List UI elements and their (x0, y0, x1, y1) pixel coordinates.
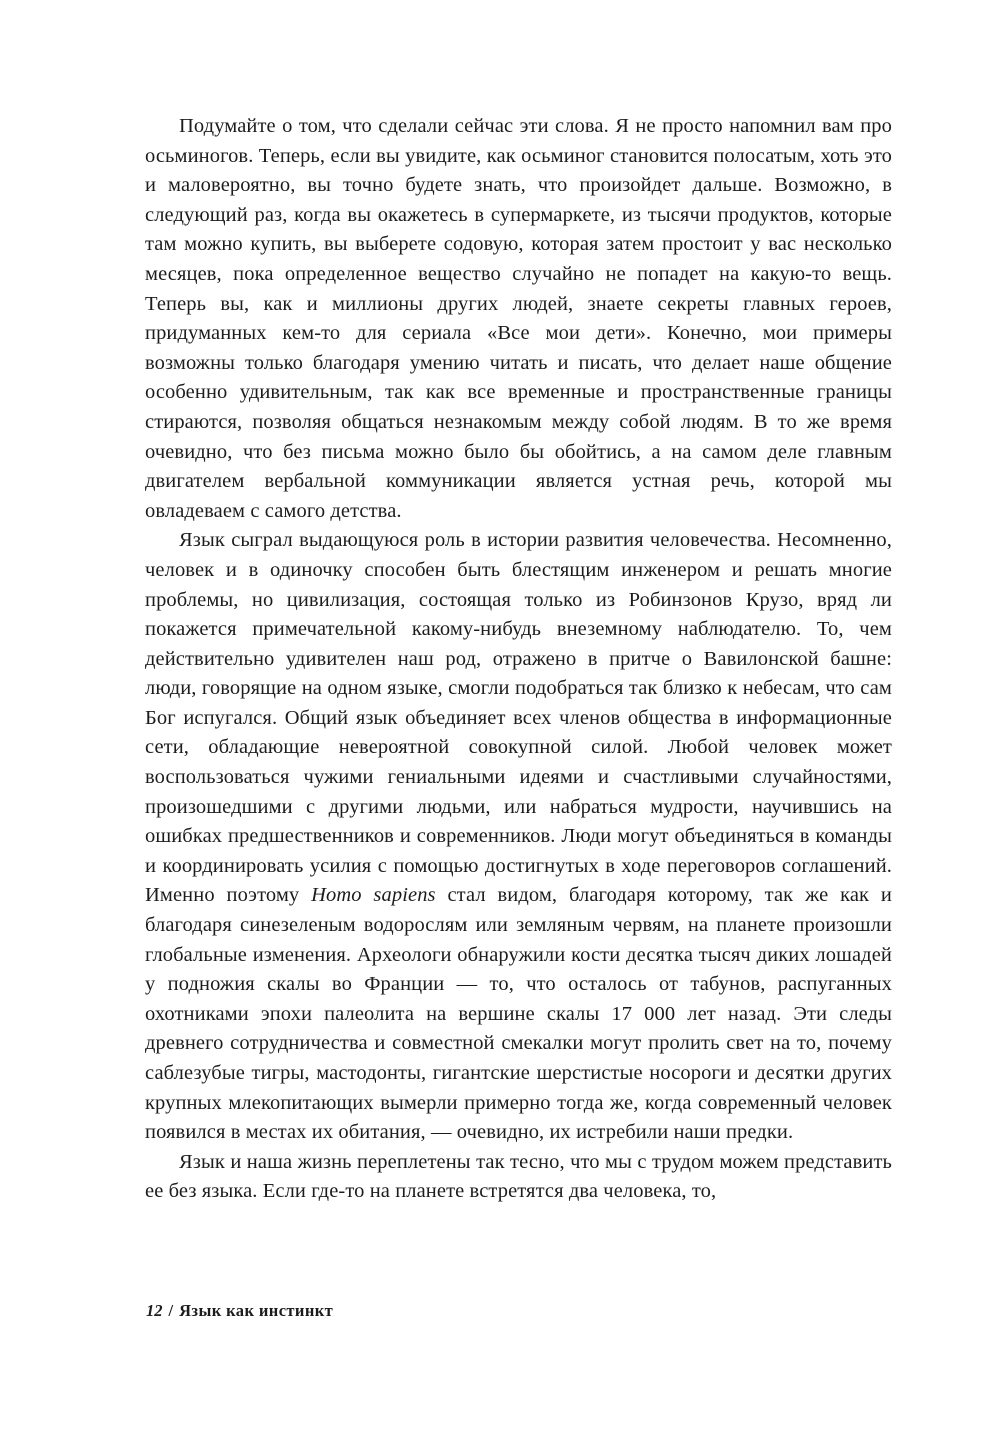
text-run: Подумайте о том, что сделали сейчас эти слова. Я не просто напомнил вам про осьминогов. Теперь, если вы увидите, как осьминог становится полосатым, хоть это и маловероятно, вы точно будете знать, что произойдет дальше. Возможно, в следующий раз, когда вы окажетесь в супермаркете, из тысячи продуктов, которые там можно купить, вы выберете содовую, которая затем простоит у вас несколько месяцев, пока определенное вещество случайно не попадет на какую-то вещь. Теперь вы, как и миллионы других людей, знаете секреты главных героев, придуманных кем-то для сериала «Все мои дети». Конечно, мои примеры возможны только благодаря умению читать и писать, что делает наше общение особенно удивительным, так как все временные и пространственные границы стираются, позволяя общаться незнакомым между собой людям. В то же время очевидно, что без письма можно было бы обойтись, а на самом деле главным двигателем вербальной коммуникации является устная речь, которой мы овладеваем с самого детства. (145, 115, 892, 522)
paragraph (145, 526, 892, 1147)
italic-text-run: Homo sapiens (311, 884, 436, 907)
text-run: стал видом, благодаря которому, так же как и благодаря синезеленым водорослям или земляным червям, на планете произошли глобальные изменения. Археологи обнаружили кости десятка тысяч диких лошадей у подножия скалы во Франции — то, что осталось от табунов, распуганных охотниками эпохи палеолита на вершине скалы 17 000 лет назад. Эти следы древнего сотрудничества и совместной смекалки могут пролить свет на то, почему саблезубые тигры, мастодонты, гигантские шерстистые носороги и десятки других крупных млекопитающих вымерли примерно тогда же, когда современный человек появился в местах их обитания, — очевидно, их истребили наши предки. (145, 884, 893, 1144)
page-number: 12 (146, 1301, 163, 1320)
page-body-text (145, 112, 892, 1207)
text-run: Язык и наша жизнь переплетены так тесно, что мы с трудом можем представить ее без языка. Если где-то на планете встретятся два человека, то, (145, 1150, 892, 1203)
paragraph (145, 112, 892, 526)
footer-separator: / (168, 1301, 174, 1320)
book-title: Язык как инстинкт (179, 1301, 334, 1320)
running-footer (146, 1301, 333, 1321)
text-run: Язык сыграл выдающуюся роль в истории развития человечества. Несомненно, человек и в одиночку способен быть блестящим инженером и решать многие проблемы, но цивилизация, состоящая только из Робинзонов Крузо, вряд ли покажется примечательной какому-нибудь внеземному наблюдателю. То, чем действительно удивителен наш род, отражено в притче о Вавилонской башне: люди, говорящие на одном языке, смогли подобраться так близко к небесам, что сам Бог испугался. Общий язык объединяет всех членов общества в информационные сети, обладающие невероятной совокупной силой. Любой человек может воспользоваться чужими гениальными идеями и счастливыми случайностями, произошедшими с другими людьми, или набраться мудрости, научившись на ошибках предшественников и современников. Люди могут объединяться в команды и координировать усилия с помощью достигнутых в ходе переговоров соглашений. Именно поэтому (145, 529, 892, 907)
paragraph (145, 1148, 892, 1207)
